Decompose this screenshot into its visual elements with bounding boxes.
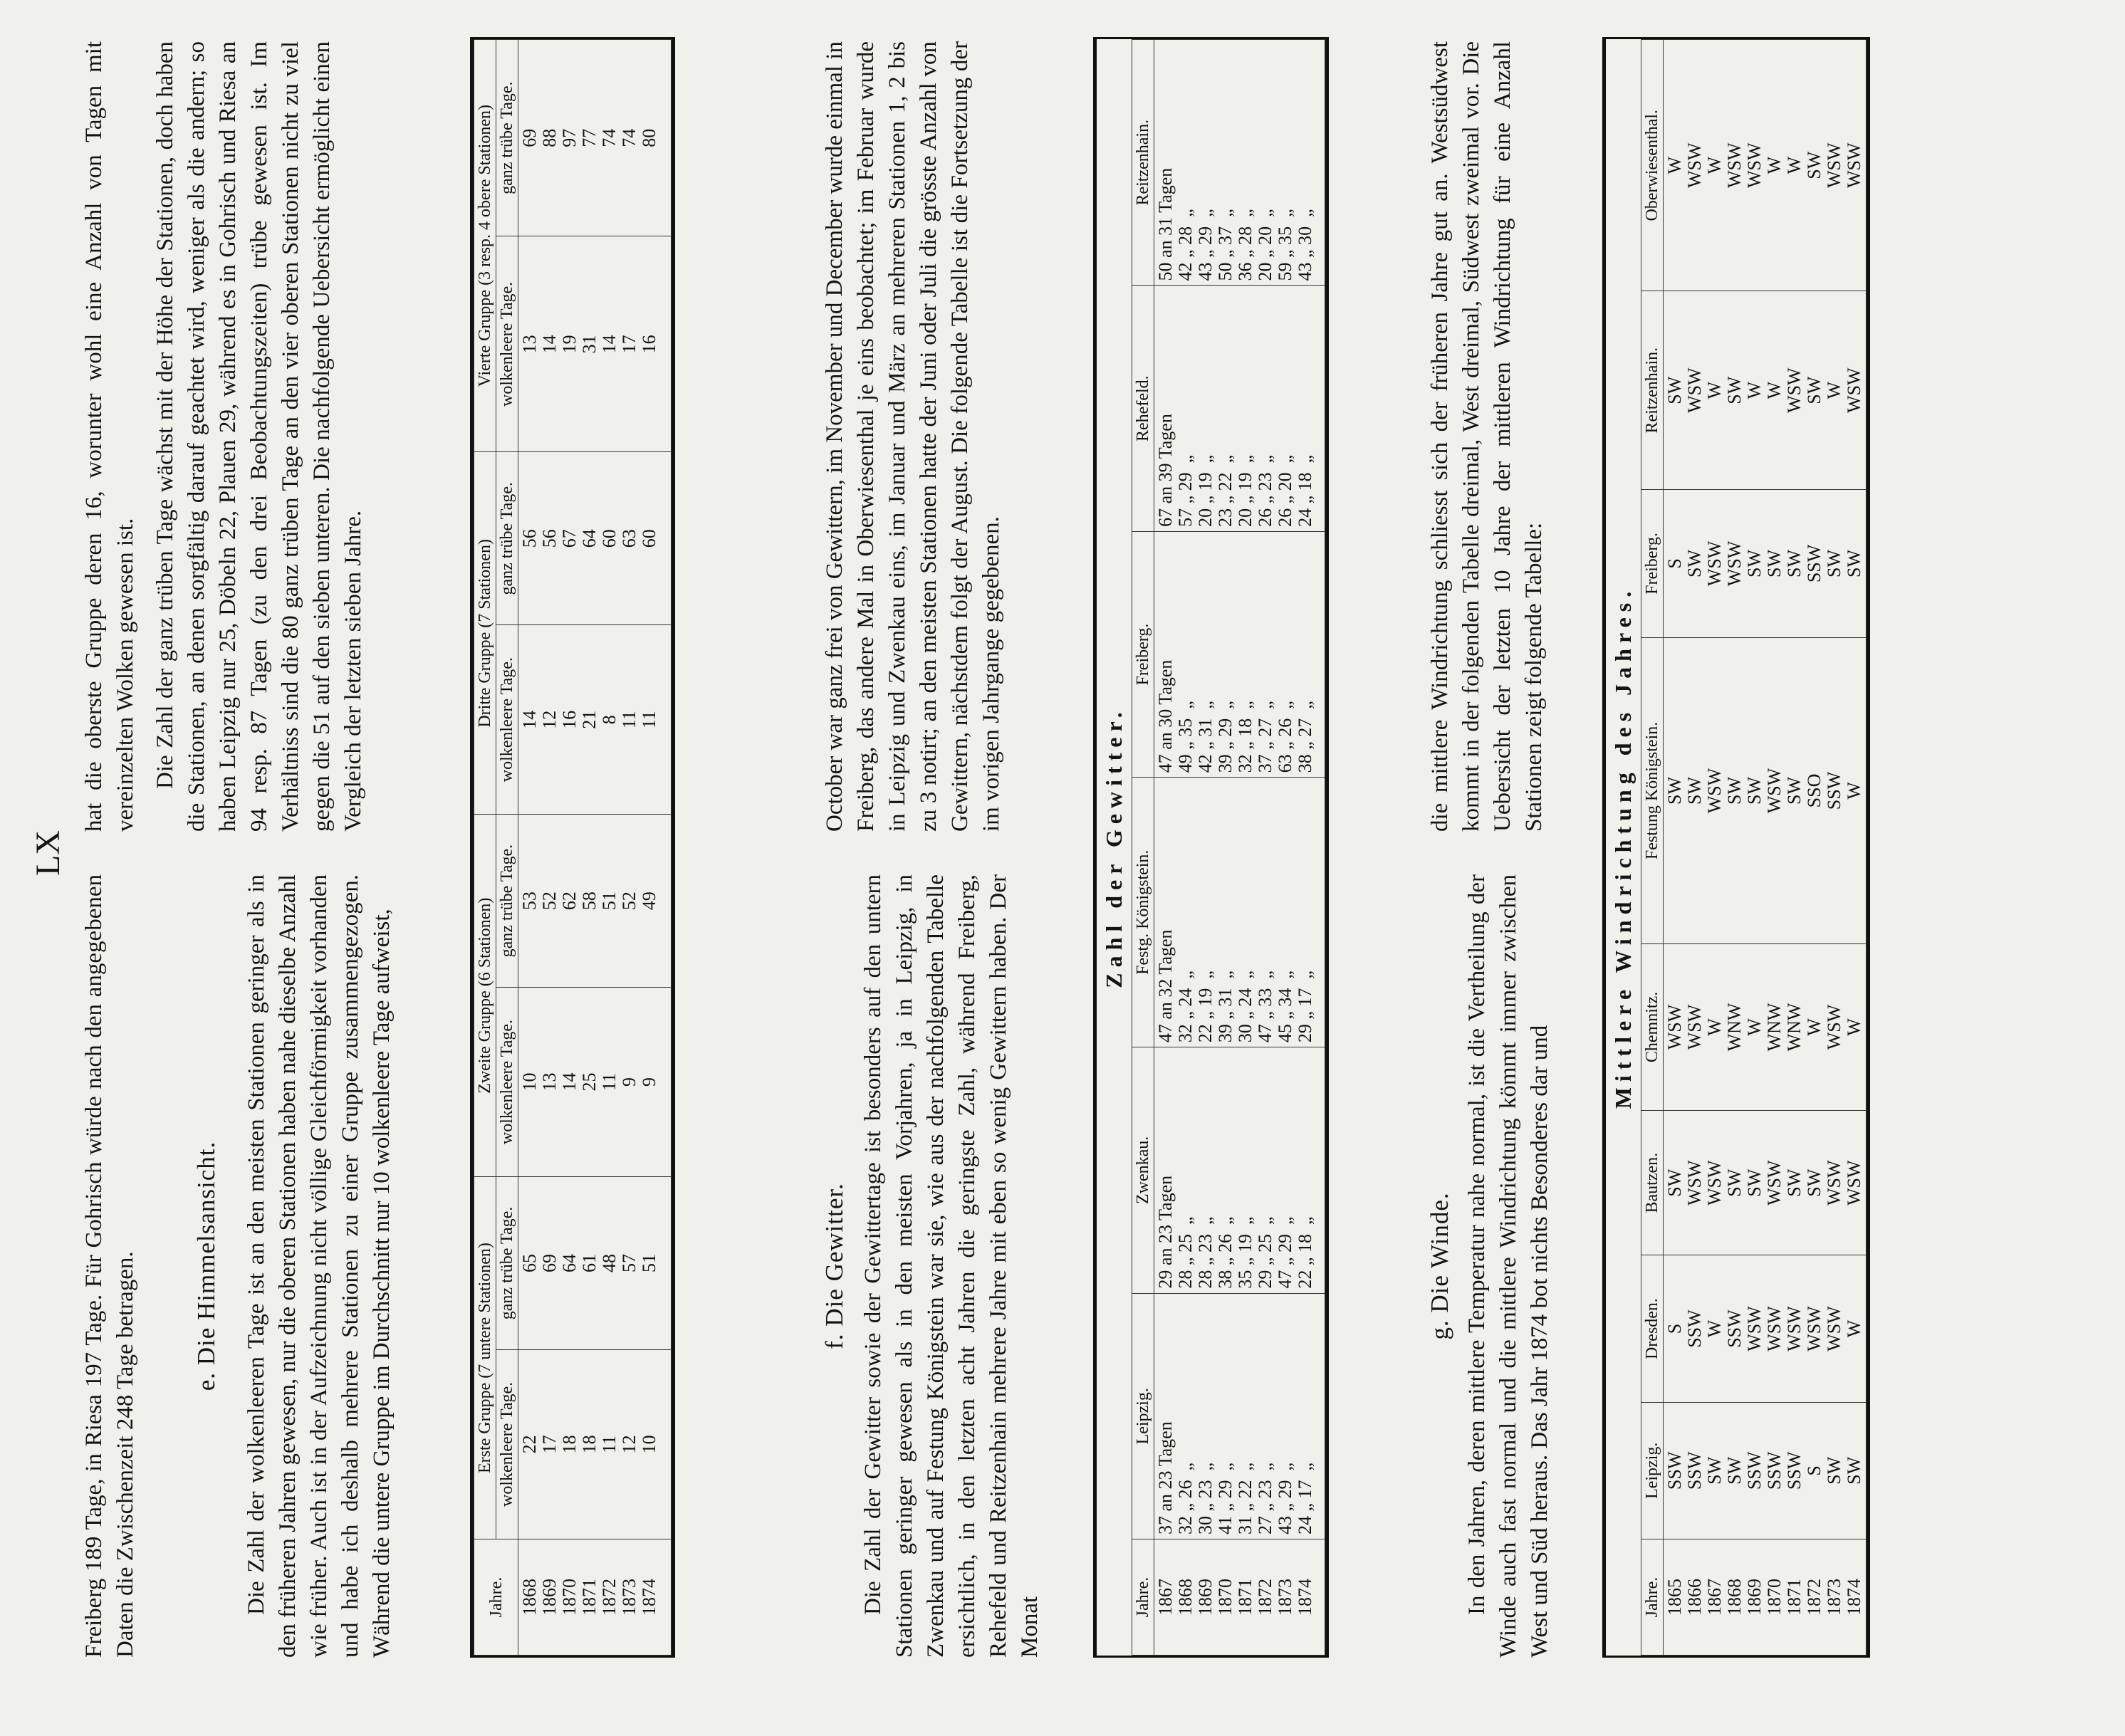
table2-station: Festg. Königstein. — [1132, 778, 1154, 1047]
table3-col: SW WSW WSW SW SW WSW SW SW WSW WSW — [1664, 1110, 1866, 1255]
table2-years: 1867 1868 1869 1870 1871 1872 1873 1874 — [1154, 1539, 1325, 1656]
gewitter-right-text — [819, 41, 1007, 832]
trueb-paragraph: Die Zahl der ganz trüben Tage wächst mit der Höhe der Stationen, doch haben die Stationen, an denen sorgfältig darauf geachtet wird, weniger als die andern; so haben Leipzig nur 25, Döbeln 22, Plauen 29, während es in Gohrisch und Riesa an 94 resp. 87 Tagen (zu den drei Beobachtungszeiten) trübe gewesen ist. Im Verhältniss sind die 80 ganz trüben Tage an den vier oberen Stationen nicht zu viel gegen die 51 auf den sieben unteren. Die nachfolgende Uebersicht ermöglicht einen Vergleich der letzten sieben Jahre. — [152, 41, 366, 832]
himmelsansicht-paragraph: Die Zahl der wolkenleeren Tage ist an den meisten Stationen geringer als in den früheren Jahren gewesen, nur die oberen Stationen haben nahe dieselbe Anzahl wie früher. Auch ist in der Aufzeichnung nicht völlige Gleichförmigkeit vorhanden und habe ich deshalb mehrere Stationen zu einer Gruppe zusammengezogen. Während die untere Gruppe im Durchschnitt nur 10 wolkenleere Tage aufweist, — [244, 874, 395, 1658]
table1-group1-header: Erste Gruppe (7 untere Stationen) — [474, 1177, 496, 1539]
table3-station: Festung Königstein. — [1641, 637, 1664, 943]
table1-col: 22 17 18 18 11 12 10 — [518, 1349, 672, 1539]
table3-col: SSW SSW SW SW SSW SSW SSW S SW SW — [1664, 1402, 1866, 1539]
table3-station: Freiberg. — [1641, 489, 1664, 637]
table1-group3-header: Dritte Gruppe (7 Stationen) — [474, 452, 496, 815]
table1-g1-clear: wolkenleere Tage. — [496, 1349, 518, 1539]
table1-g3-clear: wolkenleere Tage. — [496, 625, 518, 815]
heading-winde: g. Die Winde. — [1426, 1192, 1453, 1340]
winde-right-text — [1424, 41, 1550, 832]
table3-years: 1865 1866 1867 1868 1869 1870 1871 1872 1873 1874 — [1664, 1539, 1866, 1656]
table3-station: Bautzen. — [1641, 1110, 1664, 1255]
continuation-paragraph: hat die oberste Gruppe deren 16, worunter wohl eine Anzahl von Tagen mit vereinzelten Wolken gewesen ist. — [81, 41, 138, 832]
table3-station: Oberwiesenthal. — [1641, 40, 1664, 291]
table2-station: Freiberg. — [1132, 531, 1154, 777]
table2-station: Zwenkau. — [1132, 1047, 1154, 1293]
table2-col: 67 an 39 Tagen 57 „ 29 „ 20 „ 19 „ 23 „ 22 „ 20 „ 19 „ 26 „ 23 „ 26 „ 20 „ 24 „ 18 „ — [1154, 286, 1325, 531]
heading-gewitter: f. Die Gewitter. — [820, 1183, 848, 1349]
gewitter-left-text — [819, 874, 1045, 1658]
table1-g2-overcast: ganz trübe Tage. — [496, 815, 518, 988]
winde-left-paragraph: In den Jahren, deren mittlere Temperatur nahe normal, ist die Vertheilung der Winde auch fast normal und die mittlere Windrichtung kömmt immer zwischen West und Süd heraus. Das Jahr 1874 bot nichts Besonderes dar und — [1464, 874, 1552, 1658]
winde-left-text — [1424, 874, 1555, 1658]
table2-station: Leipzig. — [1132, 1293, 1154, 1539]
left-column-text — [78, 874, 397, 1658]
table3-col: S SW WSW WSW SW SW SW SSW SW SW — [1664, 489, 1866, 637]
page-number: LX — [29, 830, 67, 876]
gewitter-table — [1093, 37, 1329, 1658]
table3-station: Leipzig. — [1641, 1402, 1664, 1539]
table3-col: W WSW W WSW WSW W W SW WSW WSW — [1664, 40, 1866, 291]
table2-year-header: Jahre. — [1132, 1539, 1154, 1656]
table1-col: 14 12 16 21 8 11 11 — [518, 625, 672, 815]
table1-group4-header: Vierte Gruppe (3 resp. 4 obere Stationen) — [474, 40, 496, 452]
right-column-text — [78, 41, 369, 832]
table1-year-header: Jahre. — [474, 1539, 518, 1656]
table3-col: S SSW W SSW WSW WSW WSW WSW WSW W — [1664, 1255, 1866, 1402]
table3-col: SW SW WSW SW SW WSW SW SSO SSW W — [1664, 637, 1866, 943]
gewitter-left-paragraph: Die Zahl der Gewitter sowie der Gewittertage ist besonders auf den untern Stationen geringer gewesen als in den meisten Vorjahren, ja in Leipzig, in Zwenkau und auf Festung Königstein war sie, wie aus der nachfolgenden Tabelle ersichtlich, in den letzten acht Jahren die geringste Zahl, während Freiberg, Rehefeld und Reitzenhain mehrere Jahre mit eben so wenig Gewittern haben. Der Monat — [860, 874, 1043, 1658]
table1-col: 69 88 97 77 74 74 80 — [518, 40, 672, 236]
table2-station: Reitzenhain. — [1132, 40, 1154, 286]
table2-col: 29 an 23 Tagen 28 „ 25 „ 28 „ 23 „ 38 „ 26 „ 35 „ 19 „ 29 „ 25 „ 47 „ 29 „ 22 „ 18 „ — [1154, 1047, 1325, 1293]
table1-col: 56 56 67 64 60 63 60 — [518, 452, 672, 625]
windrichtung-table — [1602, 37, 1870, 1658]
table1-group2-header: Zweite Gruppe (6 Stationen) — [474, 815, 496, 1177]
winde-right-paragraph: die mittlere Windrichtung schliesst sich der früheren Jahre gut an. Westsüdwest kommt in der folgenden Tabelle dreimal, West dreimal, Südwest zweimal vor. Die Uebersicht der letzten 10 Jahre der mittleren Windrichtung für eine Anzahl Stationen zeigt folgende Tabelle: — [1427, 41, 1547, 832]
table3-station: Reitzenhain. — [1641, 291, 1664, 489]
windrichtung-table-title: Mittlere Windrichtung des Jahres. — [1610, 585, 1636, 1109]
table1-g4-overcast: ganz trübe Tage. — [496, 40, 518, 236]
table3-col: WSW WSW W WNW W WNW WNW W WSW W — [1664, 943, 1866, 1110]
table1-col: 10 13 14 25 11 9 9 — [518, 987, 672, 1176]
table2-col: 47 an 30 Tagen 49 „ 35 „ 42 „ 31 „ 39 „ 29 „ 32 „ 18 „ 37 „ 27 „ 63 „ 26 „ 38 „ 27 „ — [1154, 531, 1325, 777]
table2-col: 37 an 23 Tagen 32 „ 26 „ 30 „ 23 „ 41 „ 29 „ 31 „ 22 „ 27 „ 23 „ 43 „ 29 „ 24 „ 17 „ — [1154, 1293, 1325, 1539]
table1-g2-clear: wolkenleere Tage. — [496, 987, 518, 1176]
table3-year-header: Jahre. — [1641, 1539, 1664, 1656]
table1-col: 53 52 62 58 51 52 49 — [518, 815, 672, 988]
table1-g3-overcast: ganz trübe Tage. — [496, 452, 518, 625]
intro-paragraph: Freiberg 189 Tage, in Riesa 197 Tage. Für Gohrisch würde nach den angegebenen Daten die Zwischenzeit 248 Tage betragen. — [81, 874, 138, 1658]
himmelsansicht-table — [470, 37, 675, 1658]
table3-station: Chemnitz. — [1641, 943, 1664, 1110]
table2-col: 50 an 31 Tagen 42 „ 28 „ 43 „ 29 „ 50 „ 37 „ 36 „ 28 „ 20 „ 20 „ 59 „ 35 „ 43 „ 30 „ — [1154, 40, 1325, 286]
table1-col: 13 14 19 31 14 17 16 — [518, 236, 672, 452]
table1-col: 65 69 64 61 48 57 51 — [518, 1177, 672, 1350]
table1-g1-overcast: ganz trübe Tage. — [496, 1177, 518, 1350]
table3-col: SW WSW W SW W W WSW SW W WSW — [1664, 291, 1866, 489]
table1-g4-clear: wolkenleere Tage. — [496, 236, 518, 452]
table1-years: 1868 1869 1870 1871 1872 1873 1874 — [518, 1539, 672, 1656]
heading-himmelsansicht: e. Die Himmelsansicht. — [192, 1141, 220, 1391]
table3-station: Dresden. — [1641, 1255, 1664, 1402]
gewitter-right-paragraph: October war ganz frei von Gewittern, im November und December wurde einmal in Freiberg, das andere Mal in Oberwiesenthal je eins beobachtet; im Februar wurde in Leipzig und Zwenkau eins, im Januar und März an mehreren Stationen 1, 2 bis zu 3 notirt; an den meisten Stationen hatte der Juni oder Juli die grösste Anzahl von Gewittern, nächstdem folgt der August. Die folgende Tabelle ist die Fortsetzung der im vorigen Jahrgange gegebenen. — [822, 41, 1004, 832]
gewitter-table-title: Zahl der Gewitter. — [1101, 706, 1127, 988]
table2-station: Rehefeld. — [1132, 286, 1154, 531]
table2-col: 47 an 32 Tagen 32 „ 24 „ 22 „ 19 „ 39 „ 31 „ 30 „ 24 „ 47 „ 33 „ 45 „ 34 „ 29 „ 17 „ — [1154, 778, 1325, 1047]
